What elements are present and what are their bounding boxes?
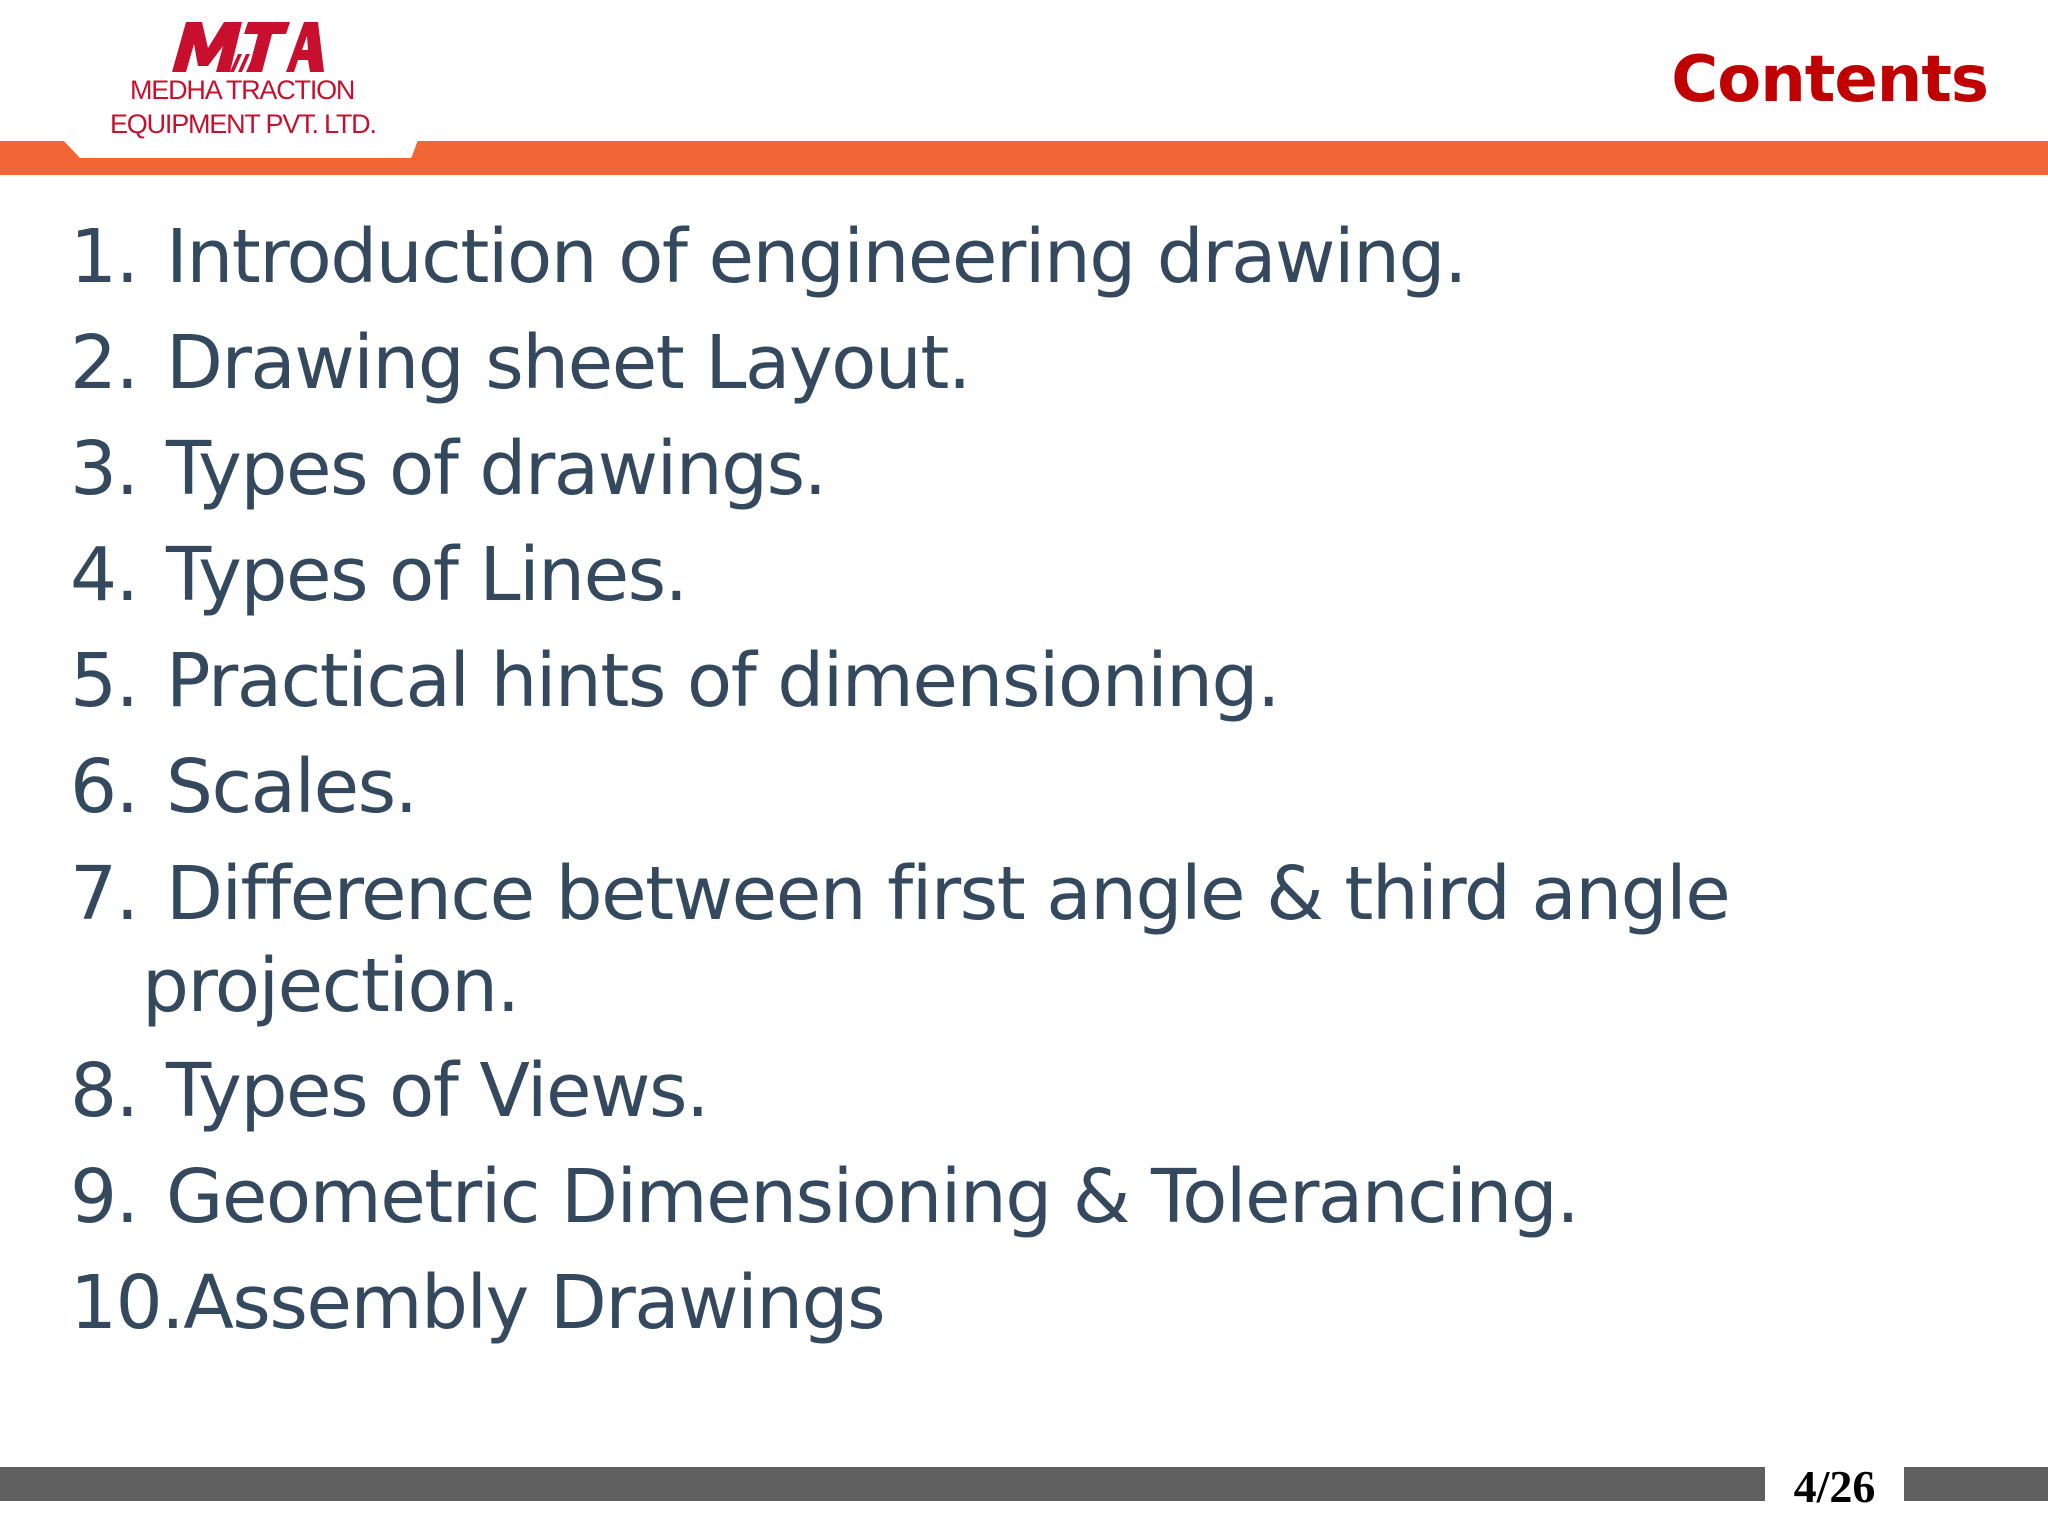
- brand-name-line2: EQUIPMENT PVT. LTD.: [110, 109, 376, 139]
- contents-list: [70, 212, 1970, 1364]
- item-text-line1: Difference between first angle & third angle: [166, 851, 1730, 937]
- item-number: 3.: [70, 426, 138, 512]
- mta-logo-icon: [168, 18, 324, 74]
- item-text: Geometric Dimensioning & Tolerancing.: [166, 1154, 1579, 1240]
- item-text: Assembly Drawings: [183, 1260, 885, 1346]
- item-text: Types of Lines.: [166, 532, 687, 618]
- list-item: [70, 742, 1970, 848]
- item-text: Scales.: [166, 744, 417, 830]
- item-text: Introduction of engineering drawing.: [166, 214, 1467, 300]
- footer-bar-right: [1904, 1467, 2048, 1501]
- item-text: Drawing sheet Layout.: [166, 320, 970, 406]
- list-item: [70, 318, 1970, 424]
- page-title: Contents: [1671, 43, 1988, 117]
- item-text-line2: projection.: [142, 943, 519, 1029]
- page-number: 4/26: [1793, 1461, 1876, 1512]
- list-item: [70, 424, 1970, 530]
- item-text: [142, 848, 1766, 1032]
- item-number: 5.: [70, 638, 138, 724]
- list-item: [70, 1258, 1970, 1364]
- item-number: 10.: [70, 1260, 184, 1346]
- brand-name-line1: MEDHA TRACTION: [130, 75, 355, 105]
- item-number: 6.: [70, 744, 138, 830]
- item-number: 4.: [70, 532, 138, 618]
- list-item: [70, 1152, 1970, 1258]
- list-item: [70, 636, 1970, 742]
- list-item: [70, 848, 1970, 1046]
- item-number: 2.: [70, 320, 138, 406]
- item-text: Types of Views.: [166, 1048, 709, 1134]
- item-text: Types of drawings.: [166, 426, 826, 512]
- item-text: Practical hints of dimensioning.: [166, 638, 1280, 724]
- item-number: 7.: [70, 851, 138, 937]
- footer-bar-left: [0, 1467, 1765, 1501]
- list-item: [70, 1046, 1970, 1152]
- item-number: 1.: [70, 214, 138, 300]
- list-item: [70, 530, 1970, 636]
- item-number: 8.: [70, 1048, 138, 1134]
- list-item: [70, 212, 1970, 318]
- item-number: 9.: [70, 1154, 138, 1240]
